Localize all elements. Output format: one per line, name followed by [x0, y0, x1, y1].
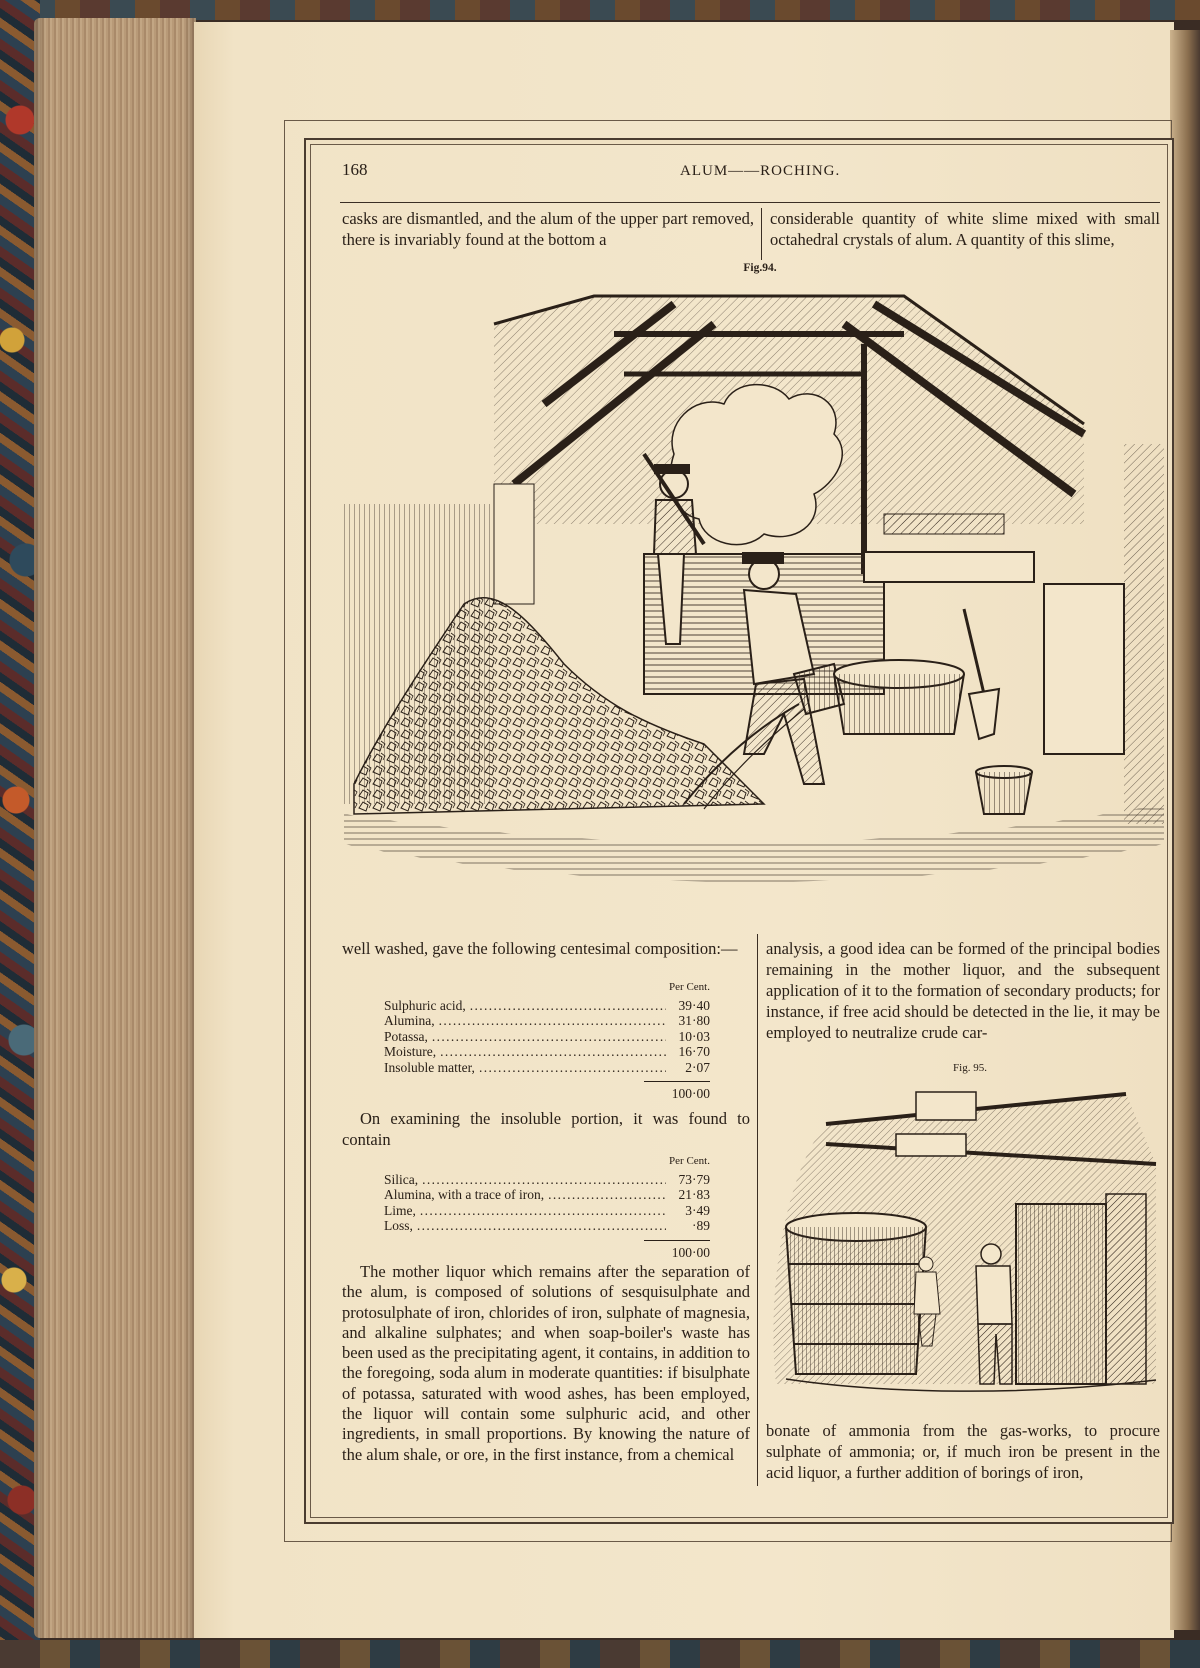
row-label: Alumina, with a trace of iron, [384, 1187, 545, 1202]
row-label: Loss, [384, 1218, 413, 1233]
row-value: 39·40 [678, 997, 710, 1013]
top-left-text: casks are dismantled, and the alum of the upper part removed, there is invariably found at the bottom a [342, 209, 754, 249]
row-value: 2·07 [685, 1059, 710, 1075]
row-label: Moisture, [384, 1044, 437, 1059]
fig95-illustration [766, 1084, 1160, 1406]
table-row [384, 1060, 710, 1076]
table-row [384, 1218, 710, 1234]
right-para2: bonate of ammonia from the gas-works, to procure sulphate of ammonia; or, if much iron be present in the acid liquor, a further addition of borings of iron, [766, 1421, 1160, 1482]
insoluble-table [384, 1154, 710, 1260]
row-value: 3·49 [685, 1202, 710, 1218]
table-total: 100·00 [644, 1240, 710, 1261]
table-row [384, 1172, 710, 1188]
table-header: Per Cent. [669, 1155, 710, 1167]
column-divider-bottom [757, 934, 758, 1486]
left-intro-text: well washed, gave the following centesimal composition:— [342, 939, 738, 958]
fig95-caption: Fig. 95. [953, 1062, 987, 1074]
row-label: Lime, [384, 1202, 416, 1218]
top-right-text: considerable quantity of white slime mixed with small octahedral crystals of alum. A quantity of this slime, [770, 209, 1160, 249]
composition-table [384, 980, 710, 1102]
table-row [384, 1044, 710, 1060]
right-para1: analysis, a good idea can be formed of the principal bodies remaining in the mother liquor, and the subsequent application of it to the formation of secondary products; for instance, if free acid should be detected in the lie, it may be employed to neutralize crude car- [766, 939, 1160, 1042]
page-edges [34, 18, 196, 1638]
row-label: Insoluble matter, [384, 1059, 475, 1075]
table-row [384, 998, 710, 1014]
row-value: ·89 [692, 1218, 710, 1233]
row-label: Silica, [384, 1171, 419, 1187]
row-label: Sulphuric acid, [384, 997, 466, 1013]
row-value: 73·79 [678, 1171, 710, 1187]
book-top-edge [0, 0, 1200, 20]
row-value: 31·80 [678, 1013, 710, 1028]
table-row [384, 1203, 710, 1219]
book-right-edge [1170, 30, 1200, 1630]
fig94-caption: Fig.94. [743, 262, 777, 274]
row-value: 21·83 [678, 1187, 710, 1202]
row-label: Alumina, [384, 1013, 435, 1028]
table-header: Per Cent. [669, 981, 710, 993]
table-row [384, 1029, 710, 1045]
row-value: 16·70 [678, 1044, 710, 1059]
book-bottom-edge [0, 1640, 1200, 1668]
left-para3: The mother liquor which remains after the separation of the alum, is composed of solutions of sesquisulphate and protosulphate of iron, chlorides of iron, sulphate of magnesia, and alkaline sulphates; and when soap-boiler's waste has been used as the precipitating agent, it contains, in addition to the foregoing, soda alum in moderate quantities: if bisulphate of potassa, saturated with wood ashes, has been employed, the liquor will contain some sulphuric acid, and other ingredients, in small proportions. By knowing the nature of the alum shale, or ore, in the first instance, from a chemical [342, 1262, 750, 1464]
table-row [384, 1013, 710, 1029]
row-label: Potassa, [384, 1028, 428, 1044]
fig94-illustration [344, 284, 1164, 916]
row-value: 10·03 [678, 1028, 710, 1044]
running-title: ALUM——ROCHING. [680, 163, 841, 179]
table-total: 100·00 [644, 1081, 710, 1102]
header-rule [340, 202, 1160, 203]
column-divider-top [761, 208, 762, 260]
left-para2: On examining the insoluble portion, it was found to contain [342, 1109, 750, 1149]
table-row [384, 1187, 710, 1203]
page-number: 168 [342, 160, 368, 179]
